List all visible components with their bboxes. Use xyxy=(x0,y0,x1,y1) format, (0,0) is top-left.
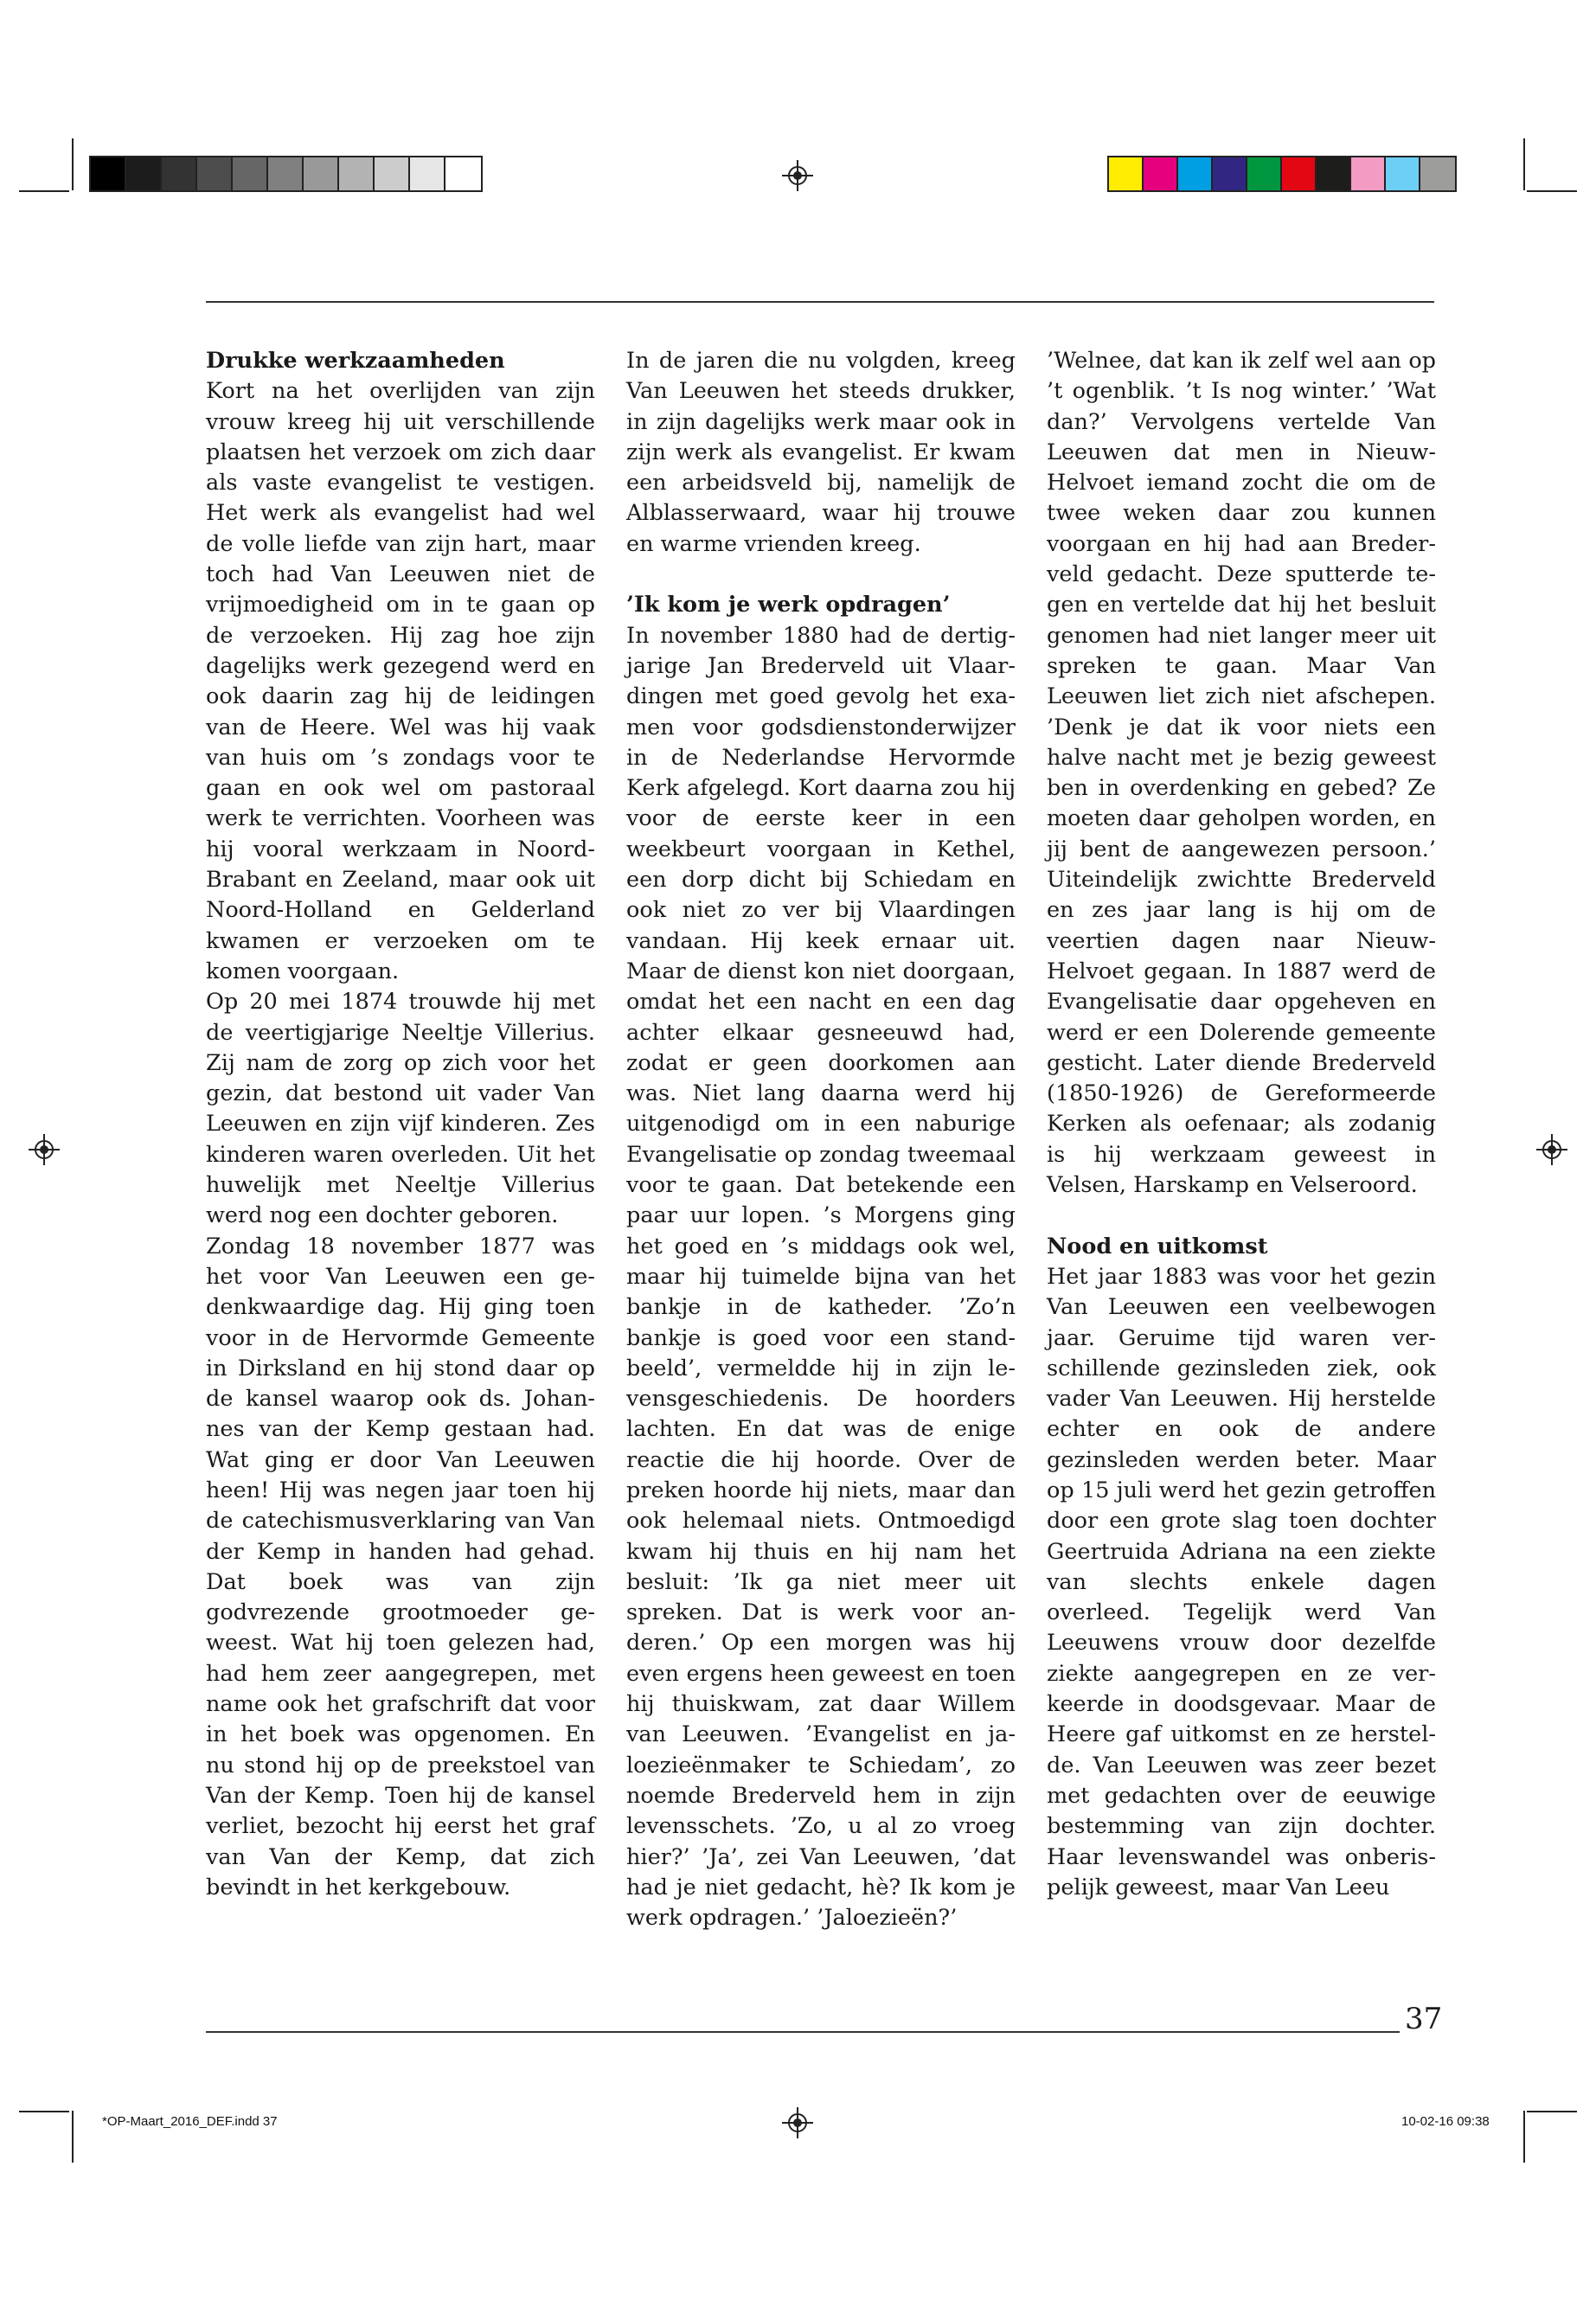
gray-swatch xyxy=(339,157,375,190)
gray-swatch xyxy=(268,157,304,190)
color-swatch xyxy=(1420,157,1455,190)
registration-mark-icon xyxy=(29,1134,60,1165)
gray-swatch xyxy=(162,157,197,190)
header-rule xyxy=(206,301,1434,303)
body-paragraph: Op 20 mei 1874 trouwde hij met de veertigjarige Neeltje Villerius. Zij nam de zorg op zich voor het gezin, dat bestond uit vader Van Leeuwen en zijn vijf kinderen. Zes kinderen waren overleden. Uit het huwelijk met Neeltje Villerius werd nog een dochter geboren. xyxy=(206,989,595,1229)
body-paragraph: Kort na het overlijden van zijn vrouw kreeg hij uit verschillende plaatsen het verzoek om zich daar als vaste evangelist te vestigen. Het werk als evangelist had wel de volle liefde van zijn hart, maar toch had Van Leeuwen niet de vrijmoedigheid om in te gaan op de verzoeken. Hij zag hoe zijn dagelijks werk gezegend werd en ook daarin zag hij de leidingen van de Heere. Wel was hij vaak van huis om ’s zondags voor te gaan en ook wel om pastoraal werk te verrichten. Voorheen was hij vooral werkzaam in Noord-Brabant en Zeeland, maar ook uit Noord-Holland en Gelderland kwamen er verzoeken om te komen voorgaan. xyxy=(206,378,595,984)
crop-mark xyxy=(1523,138,1525,190)
footer-rule xyxy=(206,2031,1400,2033)
section-heading: Nood en uitkomst xyxy=(1047,1233,1268,1259)
body-paragraph: ’Welnee, dat kan ik zelf wel aan op ’t ogenblik. ’t Is nog winter.’ ’Wat dan?’ Vervolgens vertelde Van Leeuwen dat men in Nieuw-Helvoet iemand zocht die om de twee weken daar zou kunnen voorgaan en hij had aan Brederveld gedacht. Deze sputterde tegen en vertelde dat hij het besluit genomen had niet langer meer uit spreken te gaan. Maar Van Leeuwen liet zich niet afschepen. ’Denk je dat ik voor niets een halve nacht met je bezig geweest ben in overdenking en gebed? Ze moeten daar geholpen worden, en jij bent de aangewezen persoon.’ Uiteindelijk zwichtte Brederveld en zes jaar lang is hij om de veertien dagen naar Nieuw-Helvoet gegaan. In 1887 werd de Evangelisatie daar opgeheven en werd er een Dolerende gemeente gesticht. Later diende Brederveld (1850-1926) de Gereformeerde Kerken als oefenaar; als zodanig is hij werkzaam geweest in Velsen, Harskamp en Velseroord. xyxy=(1047,348,1436,1199)
page-number: 37 xyxy=(1405,2002,1443,2036)
slug-timestamp: 10-02-16 09:38 xyxy=(1401,2114,1490,2129)
registration-mark-icon xyxy=(1536,1134,1567,1165)
gray-swatch xyxy=(304,157,339,190)
gray-swatch xyxy=(126,157,162,190)
gray-swatch xyxy=(375,157,410,190)
color-swatch xyxy=(1213,157,1247,190)
color-swatch xyxy=(1144,157,1178,190)
color-swatch xyxy=(1317,157,1351,190)
gray-swatch xyxy=(91,157,126,190)
grayscale-bar xyxy=(89,156,483,192)
body-paragraph: In de jaren die nu volgden, kreeg Van Leeuwen het steeds drukker, in zijn dagelijks werk maar ook in zijn werk als evangelist. Er kwam een arbeidsveld bij, namelijk de Alblasserwaard, waar hij trouwe en warme vrienden kreeg. xyxy=(626,348,1016,557)
color-bar xyxy=(1107,156,1457,192)
crop-mark xyxy=(19,190,69,192)
paragraph-gap xyxy=(1047,1201,1436,1231)
section-heading: Drukke werkzaamheden xyxy=(206,348,505,374)
paragraph-gap xyxy=(626,560,1016,590)
color-swatch xyxy=(1178,157,1213,190)
crop-mark xyxy=(1527,190,1577,192)
text-column-3 xyxy=(1047,346,1436,1903)
crop-mark xyxy=(72,2111,74,2163)
crop-mark xyxy=(72,138,74,190)
body-paragraph: In november 1880 had de dertigjarige Jan Brederveld uit Vlaardingen met goed gevolg het examen voor godsdienstonderwijzer in de Nederlandse Hervormde Kerk afgelegd. Kort daarna zou hij voor de eerste keer in een weekbeurt voorgaan in Kethel, een dorp dicht bij Schiedam en ook niet zo ver bij Vlaardingen vandaan. Hij keek ernaar uit. Maar de dienst kon niet doorgaan, omdat het een nacht en een dag achter elkaar gesneeuwd had, zodat er geen doorkomen aan was. Niet lang daarna werd hij uitgenodigd om in een naburige Evangelisatie op zondag tweemaal voor te gaan. Dat betekende een paar uur lopen. ’s Morgens ging het goed en ’s middags ook wel, maar hij tuimelde bijna van het bankje in de katheder. ’Zo’n bankje is goed voor een standbeeld’, vermeldde hij in zijn levensgeschiedenis. De hoorders lachten. En dat was de enige reactie die hij hoorde. Over de preken hoorde hij niets, maar dan ook helemaal niets. Ontmoedigd kwam hij thuis en hij nam het besluit: ’Ik ga niet meer uit spreken. Dat is werk voor anderen.’ Op een morgen was hij even ergens heen geweest en toen hij thuiskwam, zat daar Willem van Leeuwen. ’Evangelist en jaloezieënmaker te Schiedam’, zo noemde Brederveld hem in zijn levensschets. ’Zo, u al zo vroeg hier?’ ’Ja’, zei Van Leeuwen, ’dat had je niet gedacht, hè? Ik kom je werk opdragen.’ ’Jaloezieën?’ xyxy=(626,622,1016,1932)
crop-mark xyxy=(1523,2111,1525,2163)
text-column-2 xyxy=(626,346,1016,1933)
color-swatch xyxy=(1247,157,1282,190)
color-swatch xyxy=(1282,157,1317,190)
text-column-1 xyxy=(206,346,595,1903)
color-swatch xyxy=(1109,157,1144,190)
gray-swatch xyxy=(197,157,233,190)
gray-swatch xyxy=(410,157,445,190)
color-swatch xyxy=(1351,157,1386,190)
body-paragraph: Zondag 18 november 1877 was het voor Van Leeuwen een gedenkwaardige dag. Hij ging toen voor in de Hervormde Gemeente in Dirksland en hij stond daar op de kansel waarop ook ds. Johannes van der Kemp gestaan had. Wat ging er door Van Leeuwen heen! Hij was negen jaar toen hij de catechismusverklaring van Van der Kemp in handen had gehad. Dat boek was van zijn godvrezende grootmoeder geweest. Wat hij toen gelezen had, had hem zeer aangegrepen, met name ook het grafschrift dat voor in het boek was opgenomen. En nu stond hij op de preekstoel van Van der Kemp. Toen hij de kansel verliet, bezocht hij eerst het graf van Van der Kemp, dat zich bevindt in het kerkgebouw. xyxy=(206,1233,595,1900)
body-paragraph: Het jaar 1883 was voor het gezin Van Leeuwen een veelbewogen jaar. Geruime tijd waren verschillende gezinsleden ziek, ook vader Van Leeuwen. Hij herstelde echter en ook de andere gezinsleden werden beter. Maar op 15 juli werd het gezin getroffen door een grote slag toen dochter Geertruida Adriana na een ziekte van slechts enkele dagen overleed. Tegelijk werd Van Leeuwens vrouw door dezelfde ziekte aangegrepen en ze verkeerde in doodsgevaar. Maar de Heere gaf uitkomst en ze herstelde. Van Leeuwen was zeer bezet met gedachten over de eeuwige bestemming van zijn dochter. Haar levenswandel was onberispelijk geweest, maar Van Leeu xyxy=(1047,1263,1436,1900)
gray-swatch xyxy=(233,157,268,190)
registration-mark-icon xyxy=(782,2107,813,2138)
slug-filename: *OP-Maart_2016_DEF.indd 37 xyxy=(102,2114,278,2129)
gray-swatch xyxy=(445,157,481,190)
section-heading: ’Ik kom je werk opdragen’ xyxy=(626,592,951,619)
crop-mark xyxy=(19,2111,69,2112)
registration-mark-icon xyxy=(782,160,813,191)
color-swatch xyxy=(1386,157,1420,190)
crop-mark xyxy=(1527,2111,1577,2112)
